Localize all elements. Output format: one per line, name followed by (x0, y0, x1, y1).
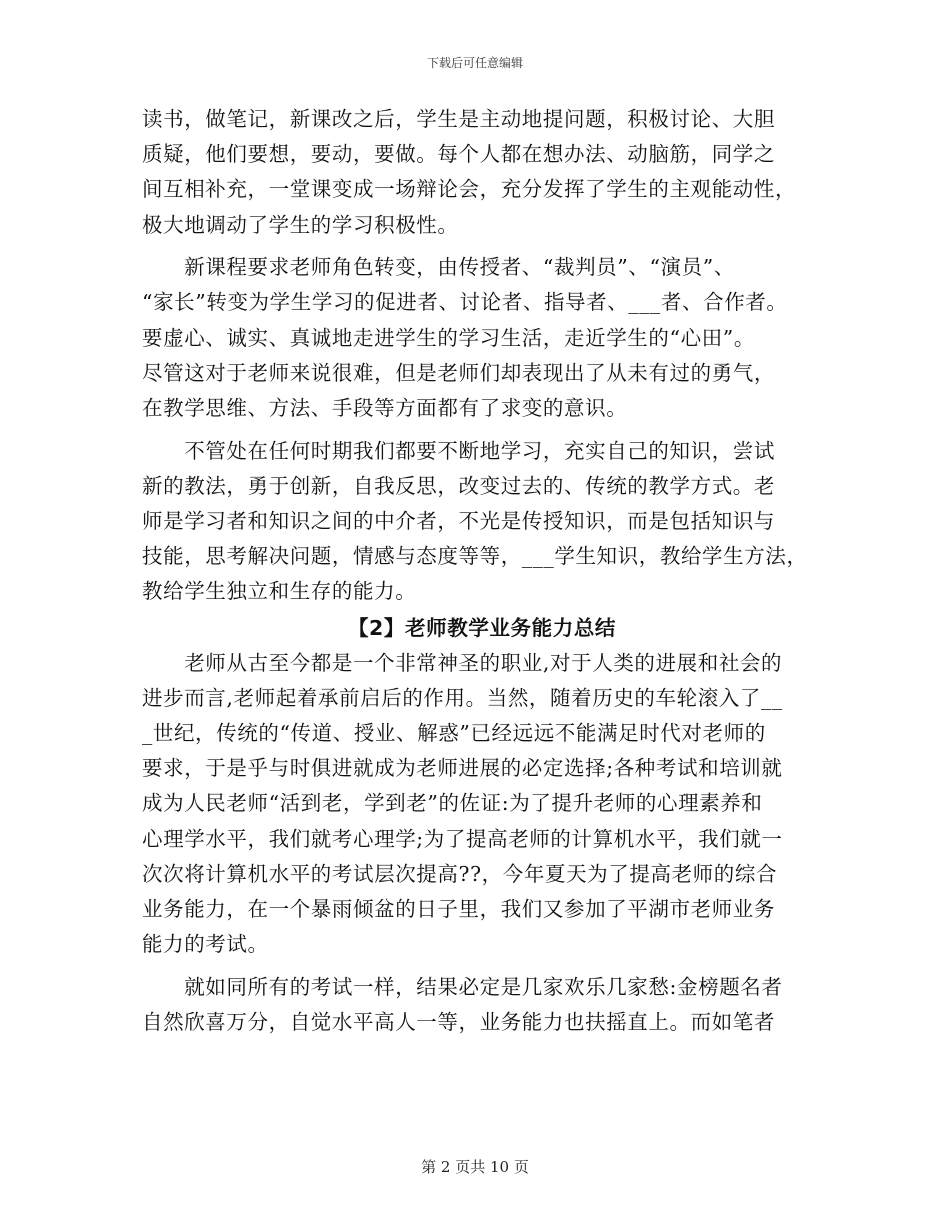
text-line: 教给学生独立和生存的能力。 (142, 579, 417, 604)
document-body (142, 102, 822, 1040)
paragraph-gap (142, 243, 822, 251)
paragraph-gap (142, 426, 822, 434)
text-line: 老师从古至今都是一个非常神圣的职业,对于人类的进展和社会的 (142, 650, 783, 675)
text-line: 新课程要求老师角色转变，由传授者、“裁判员”、“演员”、 (142, 255, 735, 280)
text-line: 要求，于是乎与时俱进就成为老师进展的必定选择;各种考试和培训就 (142, 756, 783, 781)
text-line: 尽管这对于老师来说很难，但是老师们却表现出了从未有过的勇气， (142, 360, 775, 385)
text-line: 能力的考试。 (142, 932, 269, 957)
text-line: 次次将计算机水平的考试层次提高??，今年夏天为了提高老师的综合 (142, 861, 778, 886)
text-line: “家长”转变为学生学习的促进者、讨论者、指导者、___者、合作者。 (142, 290, 788, 315)
text-line: 技能，思考解决问题，情感与态度等等，___学生知识，教给学生方法， (142, 544, 808, 569)
text-line: 在教学思维、方法、手段等方面都有了求变的意识。 (142, 396, 628, 420)
text-line: 就如同所有的考试一样，结果必定是几家欢乐几家愁:金榜题名者 (142, 974, 783, 999)
page-header-note: 下载后可任意编辑 (426, 56, 523, 70)
page-number-footer: 第 2 页共 10 页 (421, 1158, 529, 1176)
paragraph-5 (142, 970, 822, 1040)
text-line: 极大地调动了学生的学习积极性。 (142, 212, 459, 237)
text-line: 师是学习者和知识之间的中介者，不光是传授知识，而是包括知识与 (142, 509, 775, 534)
paragraph-4 (142, 646, 822, 963)
text-line: 质疑，他们要想，要动，要做。每个人都在想办法、动脑筋，同学之 (142, 142, 775, 167)
text-line: 要虚心、诚实、真诚地走进学生的学习生活，走近学生的“心田”。 (142, 325, 755, 350)
text-line: 间互相补充，一堂课变成一场辩论会，充分发挥了学生的主观能动性， (142, 177, 797, 202)
paragraph-2 (142, 250, 822, 426)
paragraph-3 (142, 434, 822, 610)
section-heading: 【2】老师教学业务能力总结 (347, 615, 617, 640)
text-line: 业务能力，在一个暴雨倾盆的日子里，我们又参加了平湖市老师业务 (142, 896, 775, 921)
text-line: 成为人民老师“活到老，学到老”的佐证:为了提升老师的心理素养和 (142, 791, 763, 816)
text-line: 新的教法，勇于创新，自我反思，改变过去的、传统的教学方式。老 (142, 473, 775, 498)
text-line: _世纪，传统的“传道、授业、解惑”已经远远不能满足时代对老师的 (142, 721, 766, 745)
text-line: 不管处在任何时期我们都要不断地学习，充实自己的知识，尝试 (142, 438, 775, 463)
text-line: 读书，做笔记，新课改之后，学生是主动地提问题，积极讨论、大胆 (142, 107, 775, 131)
paragraph-gap (142, 962, 822, 970)
text-line: 心理学水平，我们就考心理学;为了提高老师的计算机水平，我们就一 (142, 826, 783, 851)
text-line: 自然欣喜万分，自觉水平高人一等，业务能力也扶摇直上。而如笔者 (142, 1010, 775, 1034)
paragraph-1 (142, 102, 822, 243)
text-line: 进步而言,老师起着承前启后的作用。当然，随着历史的车轮滚入了__ (142, 685, 783, 710)
